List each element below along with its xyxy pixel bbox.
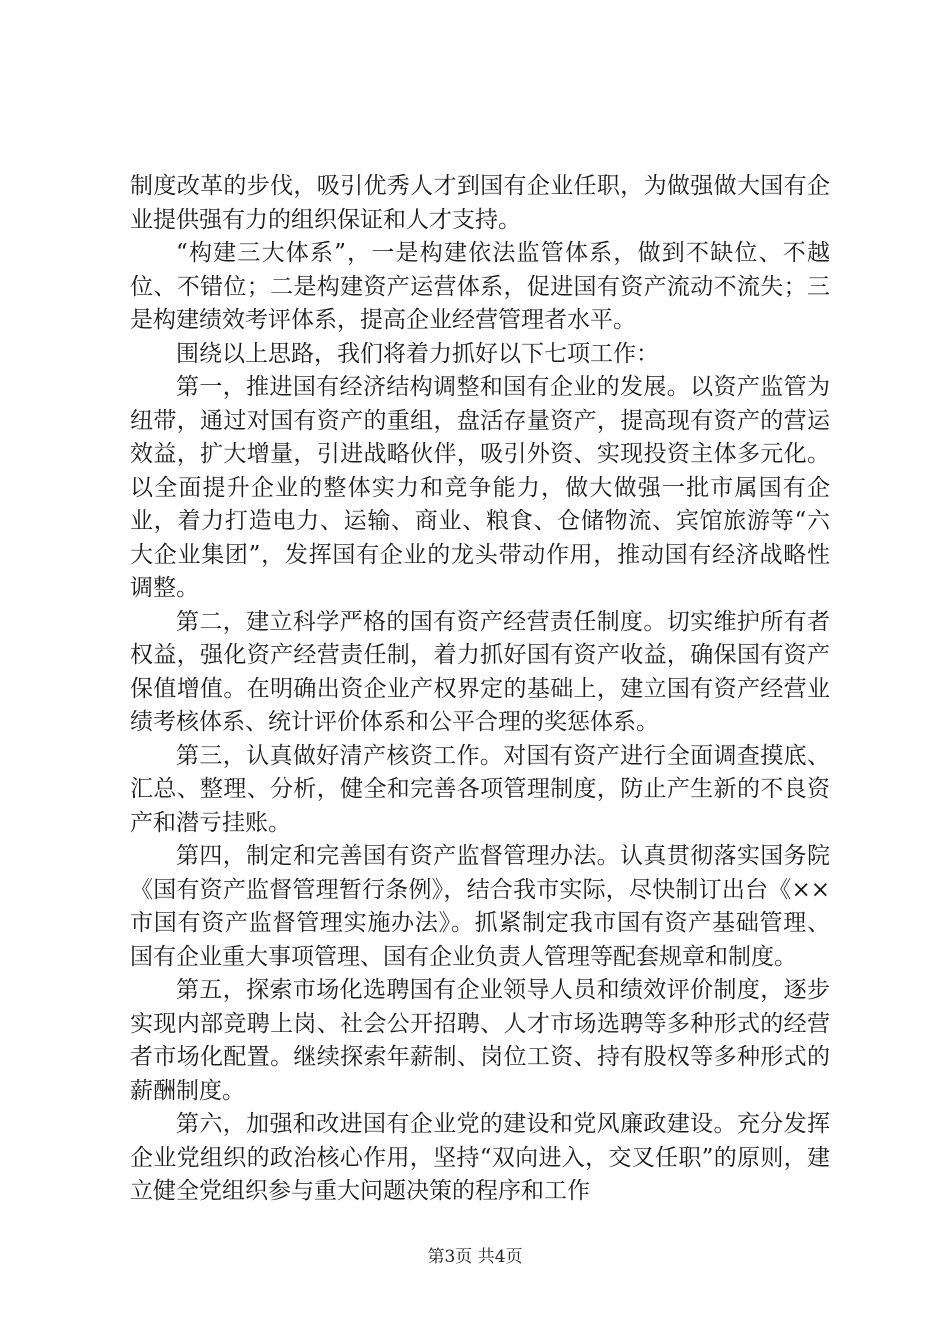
- document-body: [130, 170, 830, 1209]
- paragraph-seven-tasks-intro: 围绕以上思路，我们将着力抓好以下七项工作：: [176, 340, 659, 367]
- page-footer: 第3页 共4页: [427, 1247, 523, 1267]
- paragraph-task-4: 第四，制定和完善国有资产监督管理办法。认真贯彻落实国务院《国有资产监督管理暂行条例》，结合我市实际，尽快制订出台《××市国有资产监督管理实施办法》。抓紧制定我市国有资产基础管理、国有企业重大事项管理、国有企业负责人管理等配套规章和制度。: [130, 843, 830, 970]
- paragraph-task-3: 第三，认真做好清产核资工作。对国有资产进行全面调查摸底、汇总、整理、分析，健全和完善各项管理制度，防止产生新的不良资产和潜亏挂账。: [130, 742, 830, 836]
- paragraph-continued: 制度改革的步伐，吸引优秀人才到国有企业任职，为做强做大国有企业提供强有力的组织保证和人才支持。: [130, 173, 830, 233]
- paragraph-task-2: 第二，建立科学严格的国有资产经营责任制度。切实维护所有者权益，强化资产经营责任制，着力抓好国有资产收益，确保国有资产保值增值。在明确出资企业产权界定的基础上，建立国有资产经营业绩考核体系、统计评价体系和公平合理的奖惩体系。: [130, 608, 830, 735]
- paragraph-three-systems: “构建三大体系”，一是构建依法监管体系，做到不缺位、不越位、不错位；二是构建资产运营体系，促进国有资产流动不流失；三是构建绩效考评体系，提高企业经营管理者水平。: [130, 240, 830, 333]
- paragraph-task-6: 第六，加强和改进国有企业党的建设和党风廉政建设。充分发挥企业党组织的政治核心作用，坚持“双向进入，交叉任职”的原则，建立健全党组织参与重大问题决策的程序和工作: [130, 1111, 830, 1204]
- paragraph-task-1: 第一，推进国有经济结构调整和国有企业的发展。以资产监管为纽带，通过对国有资产的重组，盘活存量资产，提高现有资产的营运效益，扩大增量，引进战略伙伴，吸引外资、实现投资主体多元化。以全面提升企业的整体实力和竞争能力，做大做强一批市属国有企业，着力打造电力、运输、商业、粮食、仓储物流、宾馆旅游等“六大企业集团”，发挥国有企业的龙头带动作用，推动国有经济战略性调整。: [130, 374, 830, 601]
- paragraph-task-5: 第五，探索市场化选聘国有企业领导人员和绩效评价制度，逐步实现内部竞聘上岗、社会公开招聘、人才市场选聘等多种形式的经营者市场化配置。继续探索年薪制、岗位工资、持有股权等多种形式的薪酬制度。: [130, 977, 830, 1104]
